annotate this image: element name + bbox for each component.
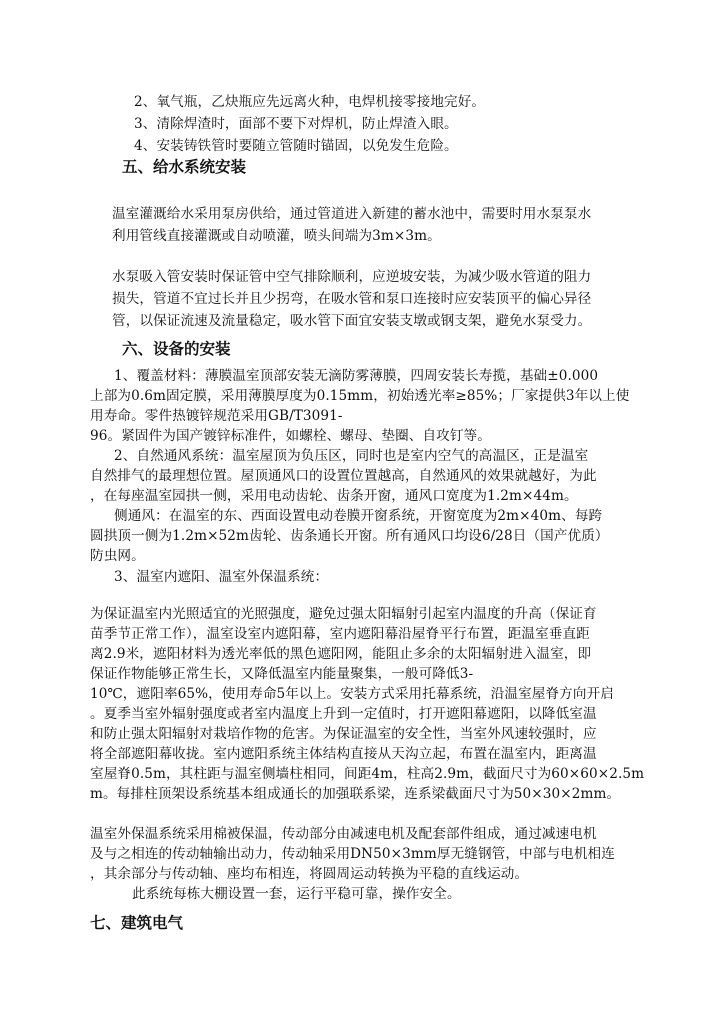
section-5-para1-line2: 利用管线直接灌溉或自动喷灌，喷头间端为3m×3m。 — [112, 228, 441, 244]
shade-para-line3: 离2.9米，遮阳材料为透光率低的黑色遮阳网，能阻止多余的太阳辐射进入温室，即 — [90, 646, 592, 662]
shade-para-line6: 。夏季当室外辐射强度或者室内温度上升到一定值时，打开遮阳幕遮阳，以降低室温 — [90, 706, 597, 722]
section-6-heading: 六、设备的安装 — [122, 340, 231, 358]
section-5-para2-line1: 水泵吸入管安装时保证管中空气排除顺利，应逆坡安装，为减少吸水管道的阻力 — [112, 269, 592, 285]
section-6-item2-line3: ，在每座温室园拱一侧，采用电动齿轮、齿条开窗，通风口宽度为1.2m×44m。 — [90, 488, 578, 504]
insulation-para-line2: 及与之相连的传动轴输出动力，传动轴采用DN50×3mm厚无缝钢管，中部与电机相连 — [90, 846, 615, 862]
shade-para-line2: 苗季节正常工作），温室设室内遮阳幕，室内遮阳幕沿屋脊平行布置，距温室垂直距 — [90, 626, 590, 642]
shade-para-line4: 保证作物能够正常生长，又降低温室内能量聚集，一般可降低3- — [90, 666, 474, 682]
section-6-item1-line1: 1、覆盖材料：薄膜温室顶部安装无滴防雾薄膜，四周安装长寿揽，基础±0.000 — [114, 368, 599, 384]
insulation-para-line4: 此系统每栋大棚设置一套，运行平稳可靠，操作安全。 — [132, 886, 461, 902]
insulation-para-line1: 温室外保温系统采用棉被保温，传动部分由减速电机及配套部件组成，通过减速电机 — [90, 826, 597, 842]
section-6-item1-line2: 上部为0.6m固定膜，采用薄膜厚度为0.15mm，初始透光率≥85%；厂家提供3年以上使 — [90, 388, 630, 404]
section-6-item2b-line1: 侧通风：在温室的东、西面设置电动卷膜开窗系统，开窗宽度为2m×40m、每跨 — [114, 508, 603, 524]
section-6-item2-line2: 自然排气的最理想位置。屋顶通风口的设置位置越高，自然通风的效果就越好，为此 — [90, 468, 597, 484]
insulation-para-line3: ，其余部分与传动轴、座均布相连，将圆周运动转换为平稳的直线运动。 — [90, 866, 529, 882]
section-6-item1-line3: 用寿命。零件热镀锌规范采用GB/T3091- — [90, 408, 343, 424]
section-6-item3-title: 3、温室内遮阳、温室外保温系统： — [114, 569, 329, 585]
safety-item-4: 4、安装铸铁管时要随立管随时锚固，以免发生危险。 — [134, 138, 458, 154]
section-5-heading: 五、给水系统安装 — [122, 158, 247, 176]
section-6-item2b-line3: 防虫网。 — [90, 548, 145, 564]
shade-para-line10: m。每排柱顶架设系统基本组成通长的加强联系梁，连系梁截面尺寸为50×30×2mm。 — [90, 786, 621, 802]
section-5-para2-line2: 损失，管道不宜过长并且少拐弯，在吸水管和泵口连接时应安装顶平的偏心异径 — [112, 291, 592, 307]
section-5-para1-line1: 温室灌溉给水采用泵房供给，通过管道进入新建的蓄水池中，需要时用水泵泵水 — [112, 206, 592, 222]
shade-para-line7: 和防止强太阳辐射对栽培作物的危害。为保证温室的安全性，当室外风速较强时，应 — [90, 726, 597, 742]
safety-item-3: 3、清除焊渣时，面部不要下对焊机，防止焊渣入眼。 — [134, 116, 458, 132]
section-6-item2b-line2: 圆拱顶一侧为1.2m×52m齿轮、齿条通长开窗。所有通风口均设6/28日（国产优质） — [90, 528, 609, 544]
section-5-para2-line3: 管，以保证流速及流量稳定，吸水管下面宜安装支墩或钢支架，避免水泵受力。 — [112, 313, 592, 329]
shade-para-line9: 室屋脊0.5m，其柱距与温室侧墙柱相同，间距4m，柱高2.9m，截面尺寸为60×60×2.5m — [90, 766, 645, 782]
shade-para-line1: 为保证温室内光照适宜的光照强度，避免过强太阳辐射引起室内温度的升高（保证育 — [90, 606, 597, 622]
section-7-heading: 七、建筑电气 — [90, 914, 184, 932]
shade-para-line5: 10℃，遮阳率65%，使用寿命5年以上。安装方式采用托幕系统，沿温室屋脊方向开启 — [90, 686, 614, 702]
section-6-item2-line1: 2、自然通风系统：温室屋顶为负压区，同时也是室内空气的高温区，正是温室 — [114, 448, 589, 464]
section-6-item1-line4: 96。紧固件为国产镀锌标准件，如螺栓、螺母、垫圈、自攻钉等。 — [90, 428, 491, 444]
safety-item-2: 2、氧气瓶，乙炔瓶应先远离火种，电焊机接零接地完好。 — [134, 94, 486, 110]
shade-para-line8: 将全部遮阳幕收拢。室内遮阳系统主体结构直接从天沟立起，布置在温室内，距离温 — [90, 746, 597, 762]
